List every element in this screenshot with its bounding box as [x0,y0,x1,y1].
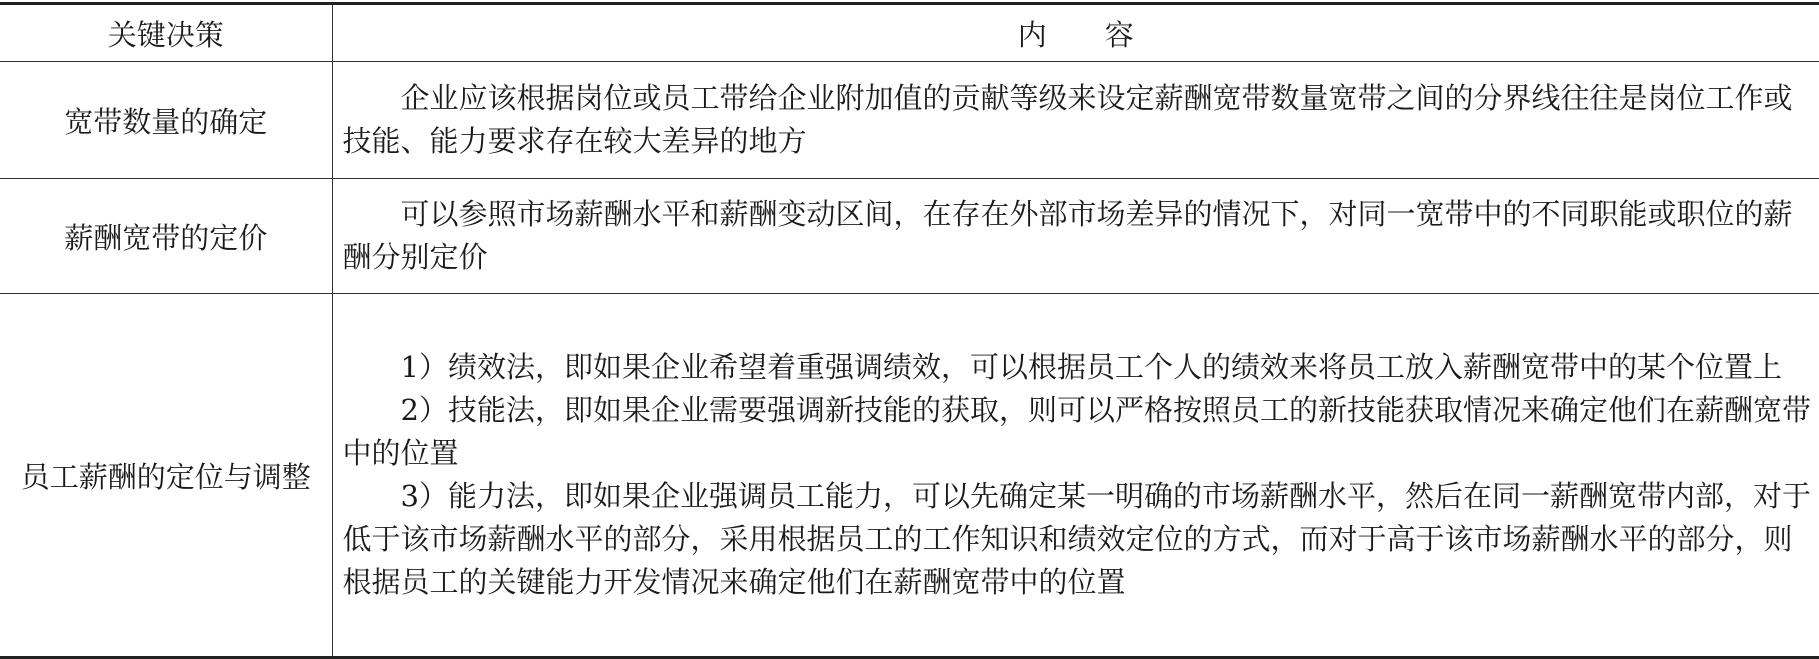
decision-cell: 薪酬宽带的定价 [0,179,332,294]
content-paragraph-competency: 3）能力法，即如果企业强调员工能力，可以先确定某一明确的市场薪酬水平，然后在同一薪酬宽带内部，对于低于该市场薪酬水平的部分，采用根据员工的工作知识和绩效定位的方式，而对于高于该市场薪酬水平的部分，则根据员工的关键能力开发情况来确定他们在薪酬宽带中的位置 [342,479,1811,599]
content-cell [332,62,1819,179]
content-paragraph: 企业应该根据岗位或员工带给企业附加值的贡献等级来设定薪酬宽带数量宽带之间的分界线往往是岗位工作或技能、能力要求存在较大差异的地方 [342,81,1793,158]
header-content [332,4,1819,62]
content-paragraph: 可以参照市场薪酬水平和薪酬变动区间，在存在外部市场差异的情况下，对同一宽带中的不同职能或职位的薪酬分别定价 [342,197,1793,274]
content-cell [332,179,1819,294]
content-cell [332,294,1819,658]
table-row [0,179,1819,294]
table-header-row [0,4,1819,62]
header-key-decision: 关键决策 [0,4,332,62]
content-paragraph-skill: 2）技能法，即如果企业需要强调新技能的获取，则可以严格按照员工的新技能获取情况来确定他们在薪酬宽带中的位置 [342,393,1811,470]
content-paragraph-performance: 1）绩效法，即如果企业希望着重强调绩效，可以根据员工个人的绩效来将员工放入薪酬宽带中的某个位置上 [400,350,1782,384]
decision-cell: 宽带数量的确定 [0,62,332,179]
decision-table [0,2,1819,659]
header-content-label: 内容 [1017,17,1192,52]
table-row [0,62,1819,179]
table-row [0,294,1819,658]
decision-cell: 员工薪酬的定位与调整 [0,294,332,658]
